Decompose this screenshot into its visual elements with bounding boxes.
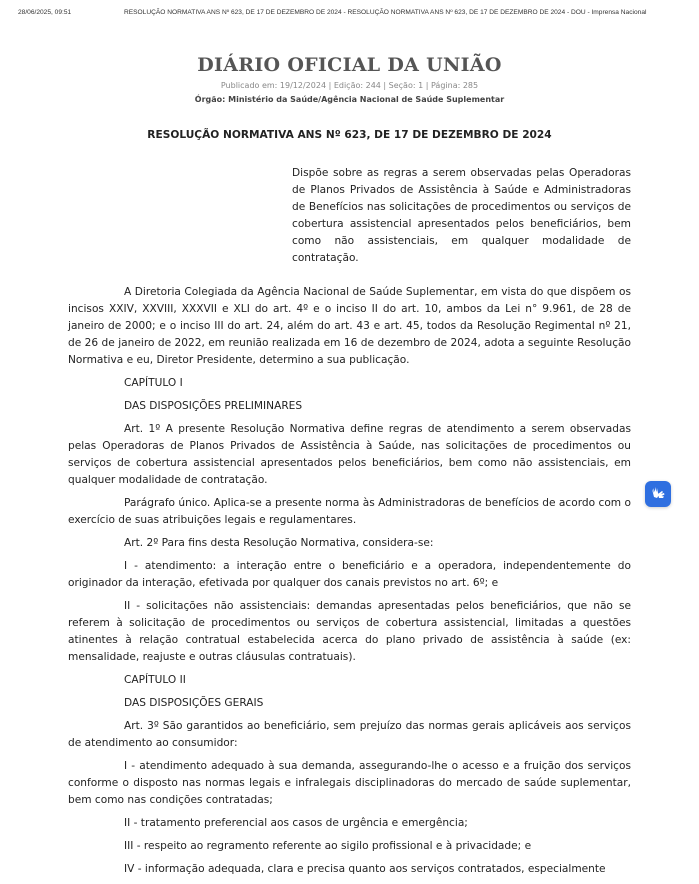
paragraph-art2: Art. 2º Para fins desta Resolução Normativa, considera-se:	[124, 537, 434, 549]
paragraph-art2-ii: II - solicitações não assistenciais: demandas apresentadas pelos beneficiários, que não se referem à solicitação de procedimentos ou serviços de cobertura assistencial, limitadas a questões atinentes à relação contratual estabelecida acerca do plano privado de assistência à saúde (ex: mensalidade, reajuste e outras cláusulas contratuais).	[68, 600, 631, 663]
sign-language-hands-icon	[649, 485, 667, 503]
chapter-heading: CAPÍTULO I	[124, 377, 183, 389]
print-datetime: 28/06/2025, 09:51	[18, 9, 72, 16]
publication-info: Publicado em: 19/12/2024 | Edição: 244 | Seção: 1 | Página: 285	[220, 81, 479, 90]
newspaper-title: DIÁRIO OFICIAL DA UNIÃO	[197, 54, 502, 76]
chapter-subtitle: DAS DISPOSIÇÕES PRELIMINARES	[124, 400, 303, 412]
paragraph-art1: Art. 1º A presente Resolução Normativa define regras de atendimento a serem observadas pelas Operadoras de Planos Privados de Assistência à Saúde, nas solicitações de procedimentos ou serviços de cobertura assistencial apresentados pelos beneficiários, bem como não assistenciais, em qualquer modalidade de contratação.	[68, 423, 631, 486]
paragraph-unico: Parágrafo único. Aplica-se a presente norma às Administradoras de benefícios de acordo com o exercício de suas atribuições legais e regulamentares.	[68, 497, 631, 526]
print-page-title: RESOLUÇÃO NORMATIVA ANS Nº 623, DE 17 DE DEZEMBRO DE 2024 - RESOLUÇÃO NORMATIVA ANS Nº 623, DE 17 DE DEZEMBRO DE 2024 - DOU - Imprensa Nacional	[124, 9, 647, 16]
paragraph-art3: Art. 3º São garantidos ao beneficiário, sem prejuízo das normas gerais aplicáveis aos serviços de atendimento ao consumidor:	[68, 720, 631, 749]
organ-info: Órgão: Ministério da Saúde/Agência Nacional de Saúde Suplementar	[194, 95, 505, 104]
paragraph-preamble: A Diretoria Colegiada da Agência Nacional de Saúde Suplementar, em vista do que dispõem os incisos XXIV, XXVIII, XXXVII e XLI do art. 4º e o inciso II do art. 10, ambos da Lei n° 9.961, de 28 de janeiro de 2000; e o inciso III do art. 24, além do art. 43 e art. 45, todos da Resolução Regimental nº 21, de 26 de janeiro de 2022, em reunião realizada em 16 de dezembro de 2024, adota a seguinte Resolução Normativa e eu, Diretor Presidente, determino a sua publicação.	[68, 286, 631, 366]
paragraph-art2-i: I - atendimento: a interação entre o beneficiário e a operadora, independentemente do originador da interação, efetivada por qualquer dos canais previstos no art. 6º; e	[68, 560, 631, 589]
paragraph-art3-i: I - atendimento adequado à sua demanda, assegurando-lhe o acesso e a fruição dos serviços conforme o disposto nas normas legais e infralegais disciplinadoras do mercado de saúde suplementar, bem como nas condições contratadas;	[68, 760, 631, 806]
paragraph-art3-iv: IV - informação adequada, clara e precisa quanto aos serviços contratados, especialmente	[124, 863, 606, 875]
resolution-title: RESOLUÇÃO NORMATIVA ANS Nº 623, DE 17 DE DEZEMBRO DE 2024	[147, 129, 552, 141]
chapter-subtitle: DAS DISPOSIÇÕES GERAIS	[124, 697, 264, 709]
ementa: Dispõe sobre as regras a serem observadas pelas Operadoras de Planos Privados de Assistência à Saúde e Administradoras de Benefícios nas solicitações de procedimentos ou serviços de cobertura assistencial apresentados pelos beneficiários, bem como não assistenciais, em qualquer modalidade de contratação.	[292, 167, 631, 264]
chapter-heading: CAPÍTULO II	[124, 674, 186, 686]
paragraph-art3-iii: III - respeito ao regramento referente ao sigilo profissional e à privacidade; e	[124, 840, 532, 852]
document-body	[68, 284, 631, 884]
paragraph-art3-ii: II - tratamento preferencial aos casos de urgência e emergência;	[124, 817, 468, 829]
accessibility-vlibras-button[interactable]	[645, 481, 671, 507]
masthead	[0, 54, 699, 104]
